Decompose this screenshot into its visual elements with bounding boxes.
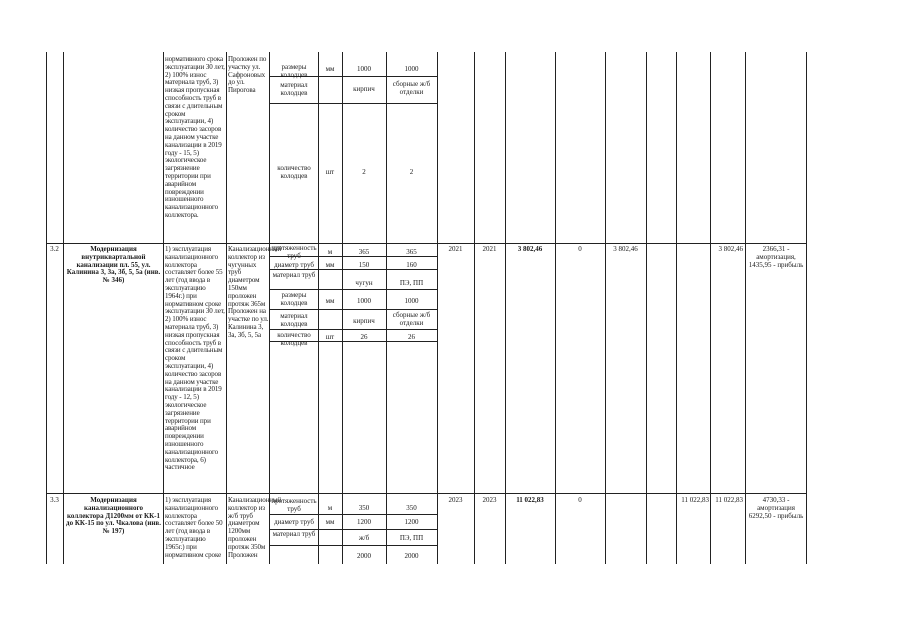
param-after: ПЭ, ПП <box>399 534 424 542</box>
param-after: сборные ж/б отделки <box>392 311 431 327</box>
col-line <box>226 52 227 564</box>
row-number: 3.3 <box>50 496 59 504</box>
row-line <box>46 243 806 244</box>
param-line <box>269 289 437 290</box>
col-line <box>163 52 164 564</box>
param-line <box>269 329 437 330</box>
col-line <box>437 52 438 564</box>
param-after: ПЭ, ПП <box>399 279 424 287</box>
location-text: Проложен по участку ул. Сафроновых до ул. Пирогова <box>228 55 267 95</box>
param-unit: мм <box>325 297 335 305</box>
col-line <box>318 52 319 564</box>
justification-text: 1) эксплуатация канализационного коллектора составляет более 55 лет (год ввода в эксплуатацию 1964г.) при нормативном сроке эксплуатации 30 лет, 2) 100% износ материала труб, 3) низкая пропускная способность труб в связи с длительным сроком эксплуатации, 4) количество засоров на данном участке канализации в 2019 году - 12, 5) экологическое загрязнение территории при аварийном повреждении изношенного канализационного коллектора, 6) частичное <box>165 245 225 472</box>
param-before: кирпич <box>353 317 375 325</box>
col-line <box>63 52 64 564</box>
param-after: сборные ж/б отделки <box>392 80 431 96</box>
param-unit: м <box>327 248 333 256</box>
param-before: ж/б <box>358 534 370 542</box>
param-unit: м <box>327 504 333 512</box>
cost-value: 3 802,46 <box>613 245 638 253</box>
col-line <box>745 52 746 564</box>
param-unit: мм <box>325 518 335 526</box>
cost-value: 0 <box>578 496 582 504</box>
col-line <box>710 52 711 564</box>
justification-text: нормативного срока эксплуатации 30 лет, 2) 100% износ материала труб, 3) низкая пропускная способность труб в связи с длительным сроком эксплуатации, 4) количество засоров на данном участке канализации в 2019 году - 15, 5) экологическое загрязнение территории при аварийном повреждении изношенного канализационного коллектора. <box>165 55 225 219</box>
param-label: протяженность труб <box>271 497 317 513</box>
col-line <box>474 52 475 564</box>
param-before: 365 <box>358 248 370 256</box>
cost-value: 11 022,83 <box>681 496 709 504</box>
param-label: материал труб <box>272 271 316 279</box>
funding-source: 2366,31 - амортизация, 1435,95 - прибыль <box>748 245 804 269</box>
project-name: Модернизация канализационного коллектора Д1200мм от КК-1 до КК-15 по ул. Чкалова (инв. № 197) <box>66 496 161 536</box>
year-start: 2021 <box>448 245 463 253</box>
col-line <box>342 52 343 564</box>
param-label: размеры колодцев <box>280 291 308 307</box>
param-unit: шт <box>325 333 335 341</box>
cost-value: 3 802,46 <box>718 245 743 253</box>
param-label: количество колодцев <box>277 331 311 347</box>
total-cost: 11 022,83 <box>516 496 544 504</box>
cost-value: 11 022,83 <box>715 496 743 504</box>
row-number: 3.2 <box>50 245 59 253</box>
param-after: 2000 <box>404 552 419 560</box>
param-label: количество колодцев <box>277 164 311 180</box>
total-cost: 3 802,46 <box>517 245 543 253</box>
param-after: 365 <box>406 248 417 256</box>
col-line <box>646 52 647 564</box>
param-before: 1200 <box>357 518 371 526</box>
param-after: 26 <box>408 333 415 341</box>
year-end: 2021 <box>482 245 497 253</box>
year-end: 2023 <box>482 496 497 504</box>
param-before: чугун <box>355 279 373 287</box>
location-text: Канализационный коллектор из чугунных труб диаметром 150мм проложен протяж 365м Проложен на участке по ул. Калинина 3, 3а, 3б, 5, 5а <box>228 245 282 339</box>
param-line <box>269 545 437 546</box>
param-line <box>269 309 437 310</box>
col-line <box>386 52 387 564</box>
cost-value: 0 <box>578 245 582 253</box>
row-line <box>46 493 806 494</box>
funding-source: 4730,33 - амортизация 6292,50 - прибыль <box>748 496 804 520</box>
col-line <box>676 52 677 564</box>
col-line <box>806 52 807 564</box>
col-line <box>269 52 270 564</box>
param-before: 350 <box>358 504 370 512</box>
param-after: 350 <box>406 504 417 512</box>
param-after: 1000 <box>404 297 419 305</box>
year-start: 2023 <box>448 496 463 504</box>
param-after: 1000 <box>404 65 419 73</box>
project-name: Модернизация внутриквартальной канализации пл. 55, ул. Калинина 3, 3а, 3б, 5, 5а (инв. № 346) <box>66 245 161 285</box>
param-line <box>269 514 437 515</box>
col-line <box>605 52 606 564</box>
param-label: диаметр труб <box>274 261 314 269</box>
param-line <box>269 103 437 104</box>
col-line <box>46 52 47 564</box>
param-label: диаметр труб <box>274 518 314 526</box>
param-after: 2 <box>409 168 414 176</box>
param-label: материал труб <box>272 530 316 538</box>
param-before: 150 <box>358 261 370 269</box>
param-after: 160 <box>406 261 417 269</box>
param-label: материал колодцев <box>280 81 308 97</box>
location-text: Канализационный коллектор из ж/б труб диаметром 1200мм проложен протяж 350м Проложен <box>228 496 282 559</box>
param-label: материал колодцев <box>280 312 308 328</box>
param-label: размеры колодцев <box>280 63 308 79</box>
param-before: 2000 <box>357 552 371 560</box>
justification-text: 1) эксплуатация канализационного коллектора составляет более 50 лет (год ввода в эксплуатацию 1965г.) при нормативном сроке <box>165 496 223 559</box>
col-line <box>505 52 506 564</box>
param-before: кирпич <box>353 85 375 93</box>
param-label: протяженность труб <box>271 244 317 260</box>
param-unit: мм <box>325 65 335 73</box>
param-unit: мм <box>325 261 335 269</box>
param-after: 1200 <box>404 518 419 526</box>
param-before: 2 <box>362 168 366 176</box>
param-before: 1000 <box>357 65 371 73</box>
col-line <box>555 52 556 564</box>
param-before: 26 <box>360 333 368 341</box>
param-before: 1000 <box>357 297 371 305</box>
param-unit: шт <box>325 168 335 176</box>
